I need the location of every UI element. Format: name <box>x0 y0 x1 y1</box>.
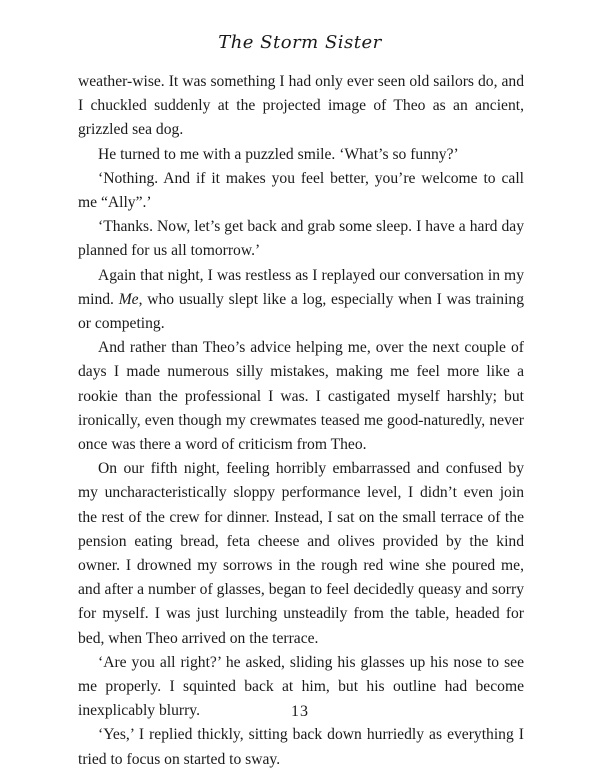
emphasis-me: Me <box>118 290 139 308</box>
paragraph-5: Again that night, I was restless as I replayed our conversation in my mind. Me, who usually slept like a log, especially when I was training or competing. <box>78 266 524 333</box>
paragraph-3: ‘Nothing. And if it makes you feel better, you’re welcome to call me “Ally”.’ <box>78 169 524 212</box>
paragraph-7: On our fifth night, feeling horribly embarrassed and confused by my uncharacteristically sloppy performance level, I didn’t even join the rest of the crew for dinner. Instead, I sat on the small terrace of the pension eating bread, feta cheese and olives provided by the kind owner. I drowned my sorrows in the rough red wine she poured me, and after a number of glasses, began to feel decidedly queasy and sorry for myself. I was just lurching unsteadily from the table, headed for bed, when Theo arrived on the terrace. <box>78 460 524 647</box>
running-head-title: The Storm Sister <box>218 32 382 53</box>
paragraph-1: weather-wise. It was something I had only ever seen old sailors do, and I chuckled suddenly at the projected image of Theo as an ancient, grizzled sea dog. <box>78 73 524 139</box>
body-text <box>78 70 524 772</box>
paragraph-2: He turned to me with a puzzled smile. ‘What’s so funny?’ <box>98 145 459 163</box>
paragraph-4: ‘Thanks. Now, let’s get back and grab some sleep. I have a hard day planned for us all tomorrow.’ <box>78 218 524 260</box>
paragraph-8: ‘Are you all right?’ he asked, sliding his glasses up his nose to see me properly. I squinted back at him, but his outline had become inexplicably blurry. <box>78 653 524 720</box>
paragraph-6: And rather than Theo’s advice helping me, over the next couple of days I made numerous silly mistakes, making me feel more like a rookie than the professional I was. I castigated myself harshly; but ironically, even though my crewmates teased me good-naturedly, never once was there a word of criticism from Theo. <box>78 339 524 454</box>
page-number: 13 <box>291 703 309 720</box>
paragraph-9: ‘Yes,’ I replied thickly, sitting back down hurriedly as everything I tried to focus on started to sway. <box>78 726 524 768</box>
